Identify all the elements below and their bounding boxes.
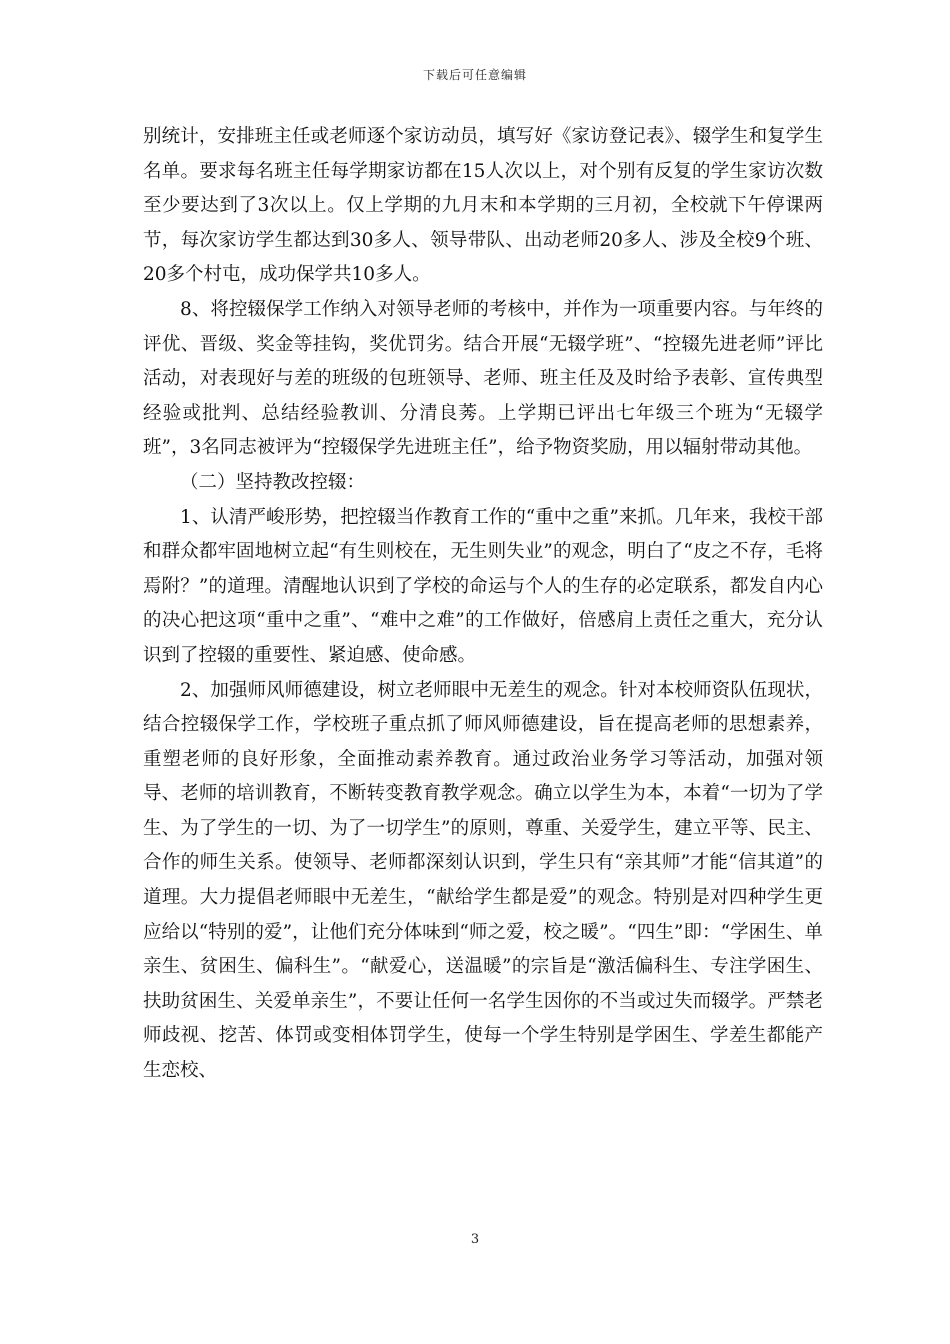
paragraph-1: 别统计，安排班主任或老师逐个家访动员，填写好《家访登记表》、辍学生和复学生名单。要求每名班主任每学期家访都在15人次以上，对个别有反复的学生家访次数至少要达到了3次以上。仅上学期的九月末和本学期的三月初，全校就下午停课两节，每次家访学生都达到30多人、领导带队、出动老师20多人、涉及全校9个班、20多个村屯，成功保学共10多人。	[143, 126, 823, 286]
page-number: 3	[470, 1232, 480, 1247]
paragraph-2: 8、将控辍保学工作纳入对领导老师的考核中，并作为一项重要内容。与年终的评优、晋级、奖金等挂钩，奖优罚劣。结合开展“无辍学班”、“控辍先进老师”评比活动，对表现好与差的班级的包班领导、老师、班主任及及时给予表彰、宣传典型经验或批判、总结经验教训、分清良莠。上学期已评出七年级三个班为“无辍学班”，3名同志被评为“控辍保学先进班主任”，给予物资奖励，用以辐射带动其他。	[143, 298, 823, 459]
paragraph-3: 1、认清严峻形势，把控辍当作教育工作的“重中之重”来抓。几年来，我校干部和群众都牢固地树立起“有生则校在，无生则失业”的观念，明白了“皮之不存，毛将焉附？”的道理。清醒地认识到了学校的命运与个人的生存的必定联系，都发自内心的决心把这项“重中之重”、“难中之难”的工作做好，倍感肩上责任之重大，充分认识到了控辍的重要性、紧迫感、使命感。	[143, 506, 823, 666]
paragraph-4: 2、加强师风师德建设，树立老师眼中无差生的观念。针对本校师资队伍现状，结合控辍保学工作，学校班子重点抓了师风师德建设，旨在提高老师的思想素养，重塑老师的良好形象，全面推动素养教育。通过政治业务学习等活动，加强对领导、老师的培训教育，不断转变教育教学观念。确立以学生为本，本着“一切为了学生、为了学生的一切、为了一切学生”的原则，尊重、关爱学生，建立平等、民主、合作的师生关系。使领导、老师都深刻认识到，学生只有“亲其师”才能“信其道”的道理。大力提倡老师眼中无差生，“献给学生都是爱”的观念。特别是对四种学生更应给以“特别的爱”，让他们充分体味到“师之爱，校之暖”。“四生”即：“学困生、单亲生、贫困生、偏科生”。“献爱心，送温暖”的宗旨是“激活偏科生、专注学困生、扶助贫困生、关爱单亲生”，不要让任何一名学生因你的不当或过失而辍学。严禁老师歧视、挖苦、体罚或变相体罚学生，使每一个学生特别是学困生、学差生都能产生恋校、	[143, 679, 823, 1082]
page-header: 下载后可任意编辑	[422, 68, 527, 82]
body-text	[143, 120, 823, 1089]
section-heading: （二）坚持教改控辍：	[180, 471, 366, 493]
